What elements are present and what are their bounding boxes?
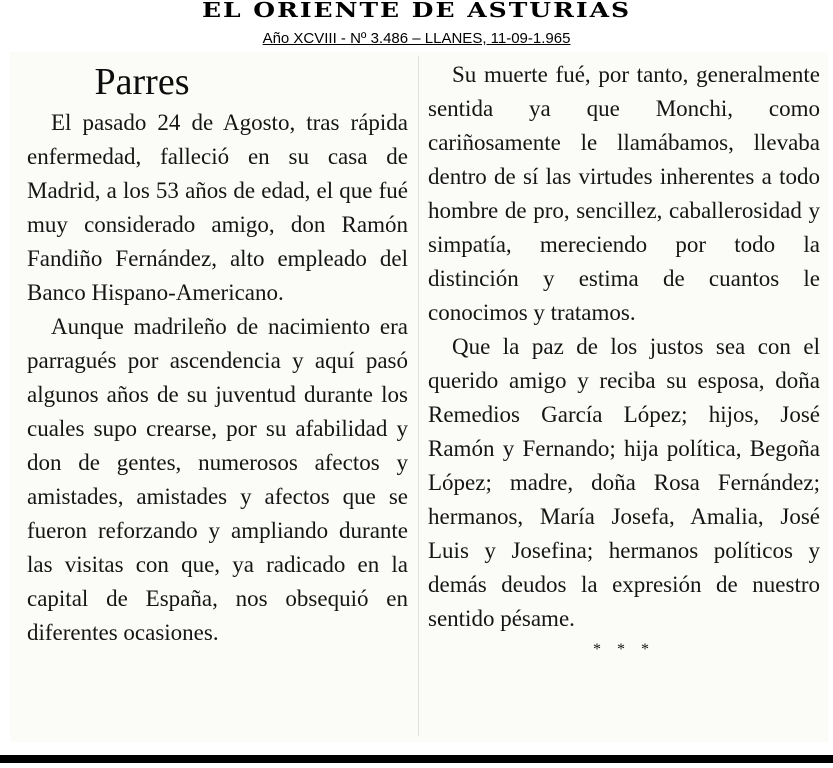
issue-line <box>0 30 833 48</box>
newspaper-masthead: EL ORIENTE DE ASTURIAS <box>201 0 632 23</box>
bottom-rule <box>0 755 833 763</box>
article-paragraph-2: Aunque madrileño de nacimiento era parragués por ascendencia y aquí pasó algunos años de su juventud durante los cuales supo crearse, por su afabilidad y don de gentes, numerosos afectos y amistades, amistades y afectos que se fueron reforzando y ampliando durante las visitas con que, ya radicado en la capital de España, nos obsequió en diferentes ocasiones. <box>27 314 408 645</box>
article-paragraph-1: El pasado 24 de Agosto, tras rápida enfermedad, falleció en su casa de Madrid, a los 53 años de edad, el que fué muy considerado amigo, don Ramón Fandiño Fernández, alto empleado del Banco Hispano-Americano. <box>27 110 408 305</box>
column-divider <box>418 56 419 736</box>
article-column-right <box>428 58 820 662</box>
end-mark: * * * <box>593 641 655 658</box>
article-paragraph-3: Su muerte fué, por tanto, generalmente sentida ya que Monchi, como cariñosamente le llamábamos, llevaba dentro de sí las virtudes inherentes a todo hombre de pro, sencillez, caballerosidad y simpatía, mereciendo por todo la distinción y estima de cuantos le conocimos y tratamos. <box>428 62 820 325</box>
article-column-left <box>27 58 408 650</box>
issue-text: Año XCVIII - Nº 3.486 – LLANES, 11-09-1.965 <box>262 30 571 47</box>
article-clipping <box>10 52 828 742</box>
article-paragraph-4: Que la paz de los justos sea con el querido amigo y reciba su esposa, doña Remedios García López; hijos, José Ramón y Fernando; hija política, Begoña López; madre, doña Rosa Fernández; hermanos, María Josefa, Amalia, José Luis y Josefina; hermanos políticos y demás deudos la expresión de nuestro sentido pésame. <box>428 334 820 631</box>
article-headline: Parres <box>94 61 190 103</box>
